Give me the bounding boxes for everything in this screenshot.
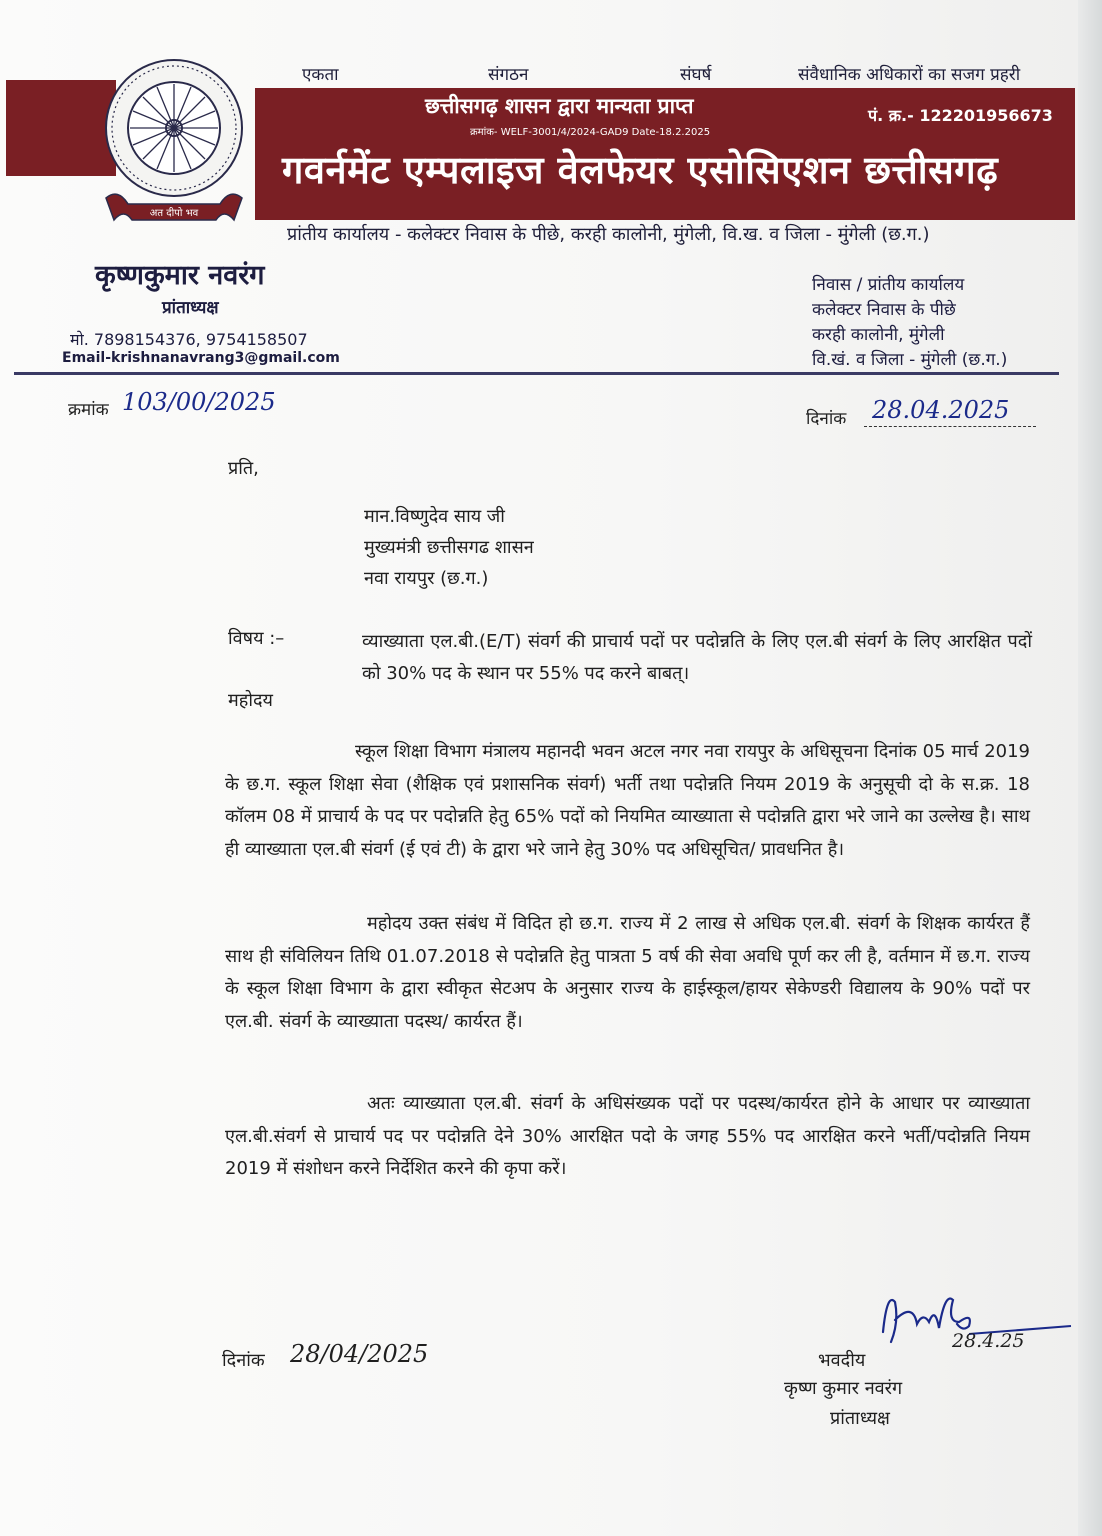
to-label: प्रति, xyxy=(228,458,259,479)
motto-unity: एकता xyxy=(302,65,339,85)
footer-date-handwritten: 28/04/2025 xyxy=(290,1340,429,1368)
header-divider xyxy=(14,372,1059,375)
background-page-edge xyxy=(1078,0,1102,1536)
motto-vigilant: संवैधानिक अधिकारों का सजग प्रहरी xyxy=(798,65,1021,85)
subject-text: व्याख्याता एल.बी.(E/T) संवर्ग की प्राचार्य पदों पर पदोन्नति के लिए एल.बी संवर्ग के लिए आरक्षित पदों को 30% पद के स्थान पर 55% पद करने बाबत्। xyxy=(362,631,1032,684)
motto-struggle: संघर्ष xyxy=(680,65,712,85)
residence-line: कलेक्टर निवास के पीछे xyxy=(812,300,956,320)
president-email: Email-krishnanavrang3@gmail.com xyxy=(62,350,340,366)
office-address: प्रांतीय कार्यालय - कलेक्टर निवास के पीछे, करही कालोनी, मुंगेली, वि.ख. व जिला - मुंगेली (छ.ग.) xyxy=(287,224,930,245)
association-emblem-icon xyxy=(98,48,250,228)
emblem-motto: अत दीपो भव xyxy=(149,208,199,219)
ref-label: क्रमांक xyxy=(68,400,109,420)
footer-date-label: दिनांक xyxy=(222,1350,265,1371)
residence-line: करही कालोनी, मुंगेली xyxy=(812,325,945,345)
registration-number: पं. क्र.- 122201956673 xyxy=(868,106,1053,125)
signature-date: 28.4.25 xyxy=(952,1330,1025,1352)
recipient-line: नवा रायपुर (छ.ग.) xyxy=(364,568,489,589)
ref-number-handwritten: 103/00/2025 xyxy=(122,388,276,416)
organisation-name: गवर्नमेंट एम्पलाइज वेलफेयर एसोसिएशन छत्तीसगढ़ xyxy=(282,148,999,192)
recognition-text: छत्तीसगढ़ शासन द्वारा मान्यता प्राप्त xyxy=(425,94,694,118)
body-paragraph-1: स्कूल शिक्षा विभाग मंत्रालय महानदी भवन अटल नगर नवा रायपुर के अधिसूचना दिनांक 05 मार्च 2019 के छ.ग. स्कूल शिक्षा सेवा (शैक्षिक एवं प्रशासनिक संवर्ग) भर्ती तथा पदोन्नति नियम 2019 के अनुसूची दो के स.क्र. 18 कॉलम 08 में प्राचार्य के पद पर पदोन्नति हेतु 65% पदों को नियमित व्याख्याता से पदोन्नति द्वारा भरे जाने का उल्लेख है। साथ ही व्याख्याता एल.बी संवर्ग (ई एवं टी) के द्वारा भरे जाने हेतु 30% पद अधिसूचित/ प्रावधनित है। xyxy=(225,741,1030,860)
salutation: महोदय xyxy=(228,690,273,711)
order-reference: क्रमांक- WELF-3001/4/2024-GAD9 Date-18.2.2025 xyxy=(470,127,711,138)
subject-label: विषय :– xyxy=(228,628,285,649)
date-handwritten: 28.04.2025 xyxy=(872,396,1010,424)
president-designation: प्रांताध्यक्ष xyxy=(162,298,219,318)
signer-name: कृष्ण कुमार नवरंग xyxy=(784,1378,903,1399)
president-name: कृष्णकुमार नवरंग xyxy=(95,260,265,291)
recipient-line: मुख्यमंत्री छत्तीसगढ शासन xyxy=(364,537,534,558)
residence-line: निवास / प्रांतीय कार्यालय xyxy=(812,275,965,295)
date-label: दिनांक xyxy=(806,409,847,429)
date-underline xyxy=(864,426,1036,427)
body-paragraph-3: अतः व्याख्याता एल.बी. संवर्ग के अधिसंख्यक पदों पर पदस्थ/कार्यरत होने के आधार पर व्याख्याता एल.बी.संवर्ग से प्राचार्य पद पर पदोन्नति देने 30% आरक्षित पदो के जगह 55% पद आरक्षित करने भर्ती/पदोन्नति नियम 2019 में संशोधन करने निर्देशित करने की कृपा करें। xyxy=(225,1093,1030,1179)
body-paragraph-2: महोदय उक्त संबंध में विदित हो छ.ग. राज्य में 2 लाख से अधिक एल.बी. संवर्ग के शिक्षक कार्यरत हैं साथ ही संविलियन तिथि 01.07.2018 से पदोन्नति हेतु पात्रता 5 वर्ष की सेवा अवधि पूर्ण कर ली है, वर्तमान में छ.ग. राज्य के स्कूल शिक्षा विभाग के द्वारा स्वीकृत सेटअप के अनुसार राज्य के हाईस्कूल/हायर सेकेण्डरी विद्यालय के 90% पदों पर एल.बी. संवर्ग के व्याख्याता पदस्थ/ कार्यरत हैं। xyxy=(225,913,1030,1032)
president-phone: मो. 7898154376, 9754158507 xyxy=(70,330,308,349)
signer-designation: प्रांताध्यक्ष xyxy=(830,1408,890,1429)
motto-organisation: संगठन xyxy=(488,65,529,85)
residence-line: वि.खं. व जिला - मुंगेली (छ.ग.) xyxy=(812,350,1008,370)
recipient-line: मान.विष्णुदेव साय जी xyxy=(364,506,505,527)
closing: भवदीय xyxy=(818,1350,866,1371)
